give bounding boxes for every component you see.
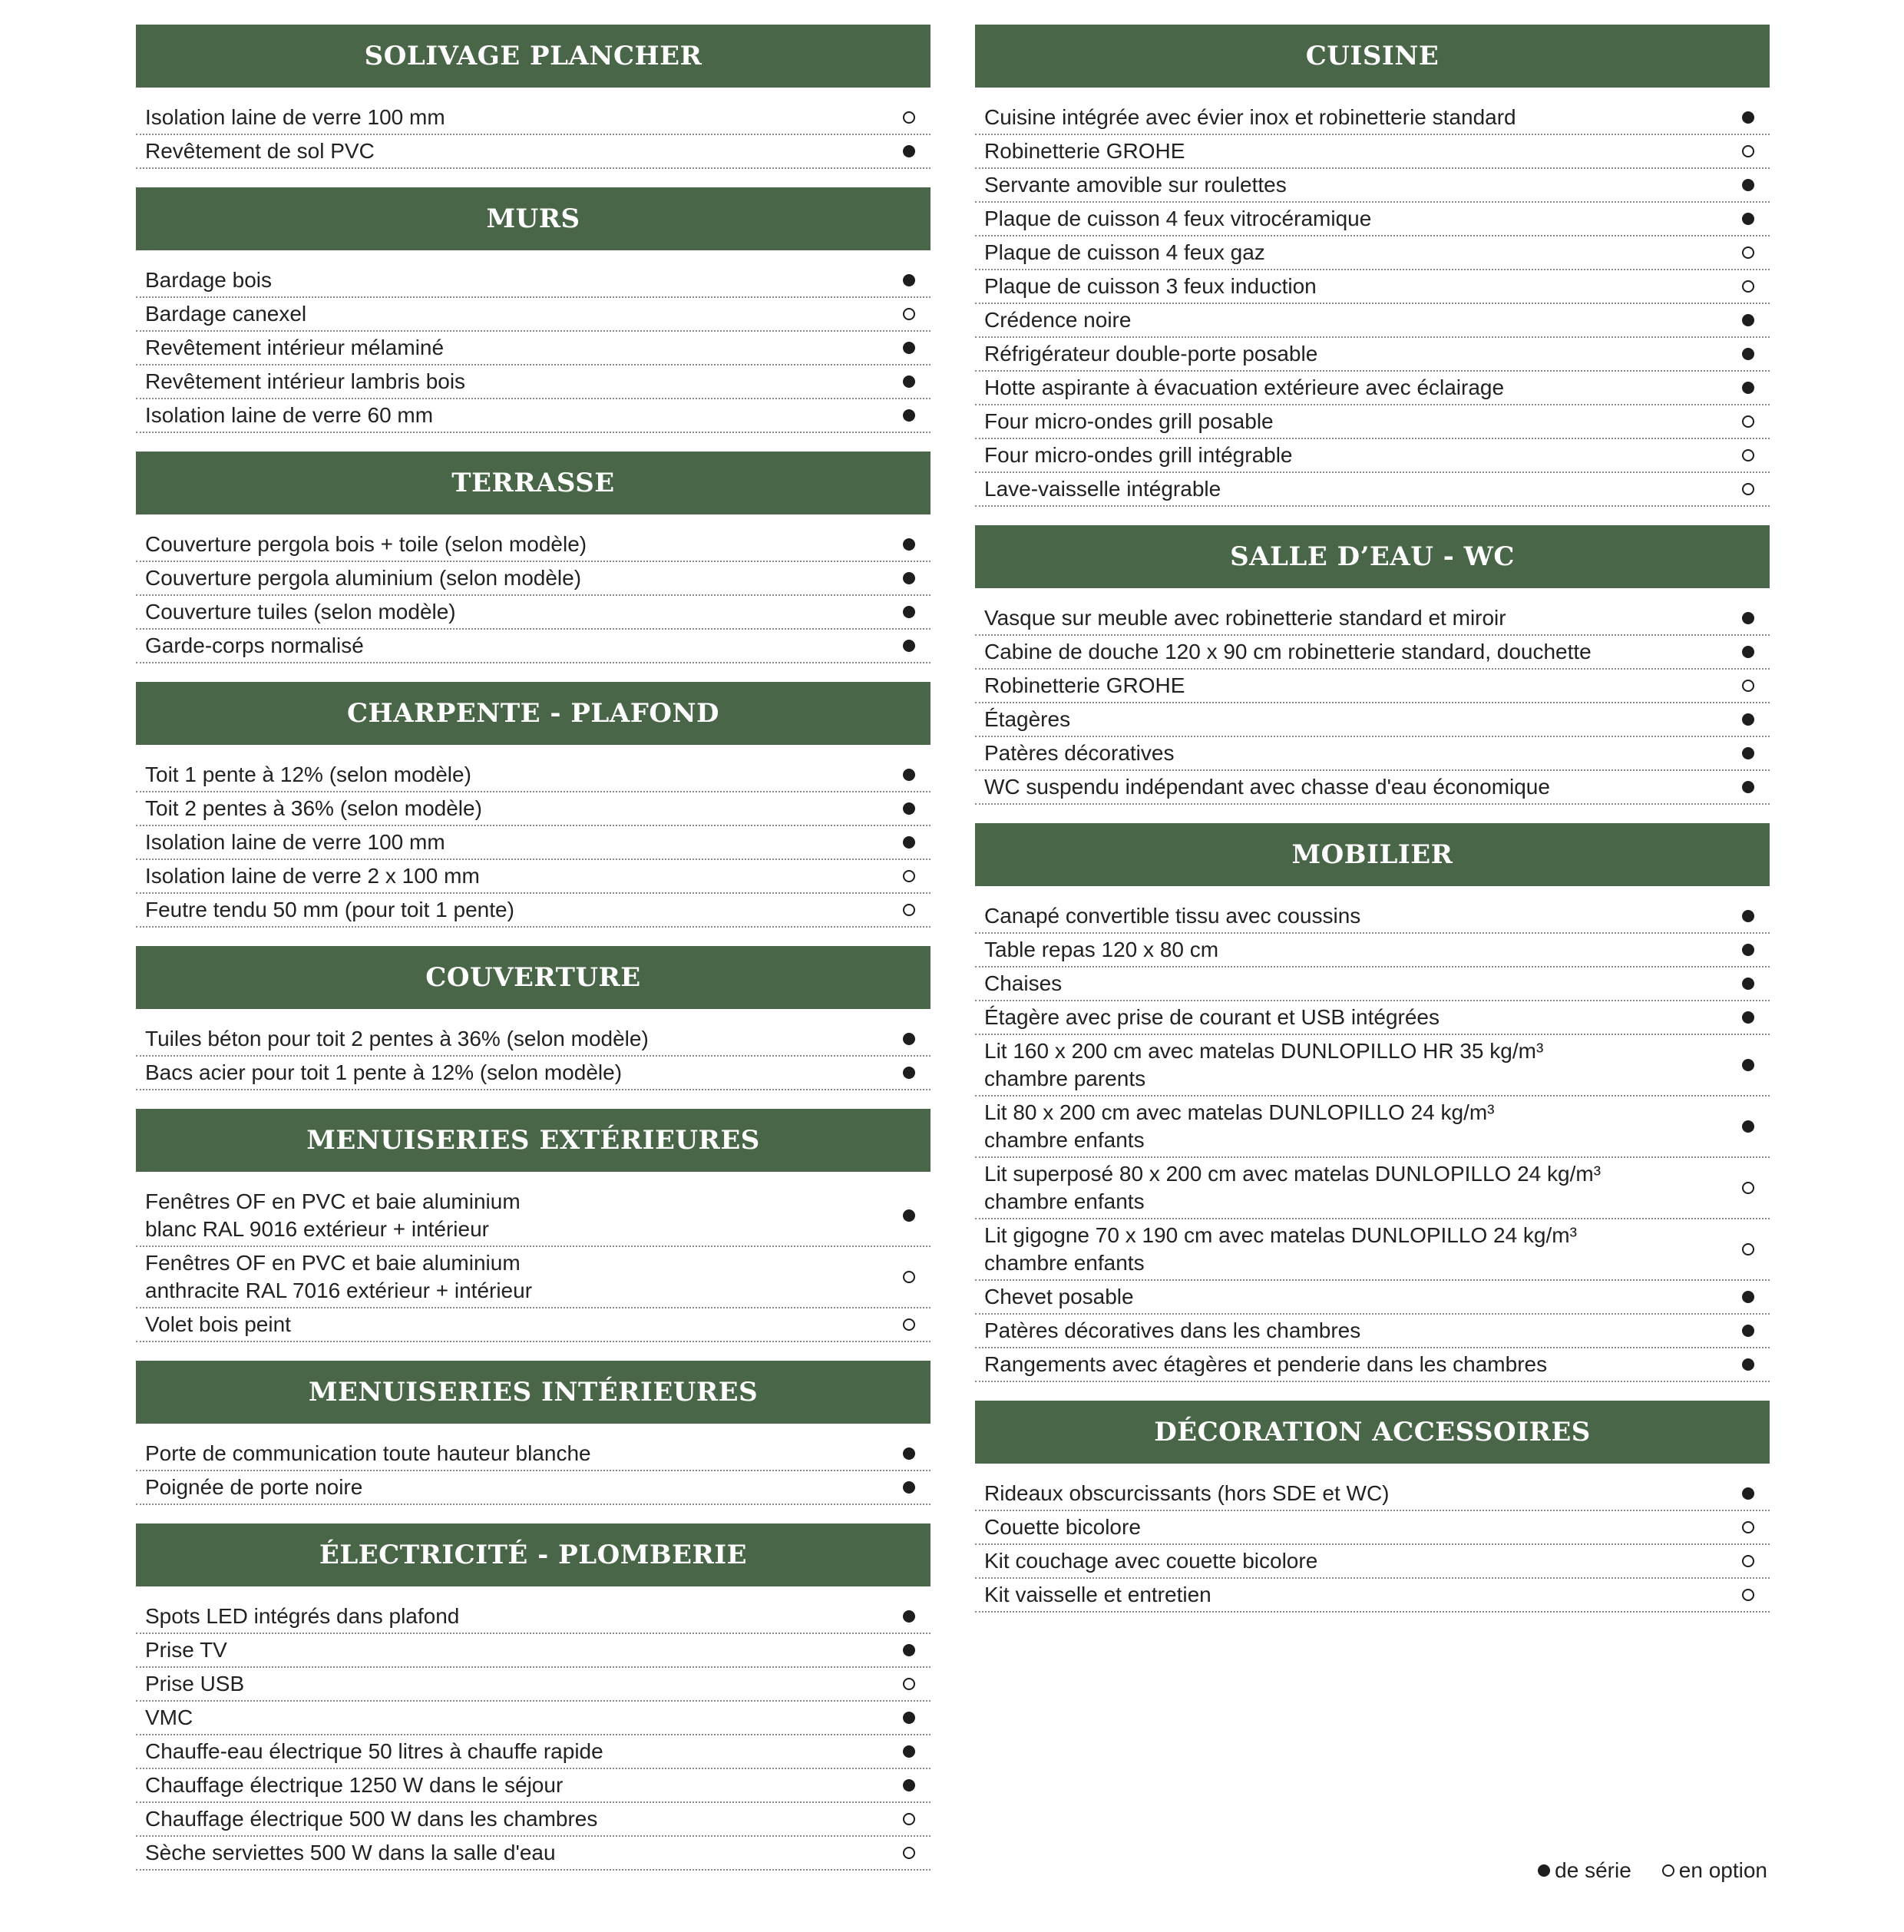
spec-row xyxy=(975,900,1770,934)
spec-item-label: Prise USB xyxy=(145,1672,245,1695)
section-header xyxy=(136,452,931,514)
spec-row xyxy=(136,135,931,169)
hollow-circle-icon xyxy=(1742,483,1754,495)
spec-item-label: Volet bois peint xyxy=(145,1312,291,1336)
spec-row xyxy=(975,1001,1770,1035)
spec-row xyxy=(136,759,931,792)
spec-section xyxy=(136,1361,931,1505)
spec-row xyxy=(136,1471,931,1505)
hollow-circle-icon xyxy=(903,111,915,124)
spec-item-label: Couverture pergola bois + toile (selon modèle) xyxy=(145,532,587,556)
spec-row xyxy=(975,372,1770,405)
right-column xyxy=(975,25,1770,1631)
spec-row xyxy=(975,1315,1770,1348)
hollow-circle-icon xyxy=(903,1318,915,1331)
filled-circle-icon xyxy=(903,1447,915,1460)
section-header xyxy=(975,25,1770,88)
spec-item-label: WC suspendu indépendant avec chasse d'eau économique xyxy=(984,775,1550,799)
filled-circle-icon xyxy=(903,409,915,422)
spec-item-label: Porte de communication toute hauteur blanche xyxy=(145,1441,591,1465)
spec-row xyxy=(136,1769,931,1803)
legend-standard xyxy=(1538,1858,1631,1883)
spec-row xyxy=(975,670,1770,703)
spec-row xyxy=(975,1097,1770,1158)
filled-circle-icon xyxy=(903,606,915,618)
filled-circle-icon xyxy=(1742,713,1754,726)
spec-row xyxy=(136,792,931,826)
spec-item-label: Couverture tuiles (selon modèle) xyxy=(145,600,456,624)
spec-row xyxy=(136,1437,931,1471)
spec-item-label: Robinetterie GROHE xyxy=(984,139,1185,163)
spec-item-label: Prise TV xyxy=(145,1638,227,1662)
spec-item-label: Lave-vaisselle intégrable xyxy=(984,477,1221,501)
filled-circle-icon xyxy=(903,375,915,388)
filled-circle-icon xyxy=(1742,1011,1754,1024)
spec-item-label: Bacs acier pour toit 1 pente à 12% (selon modèle) xyxy=(145,1060,623,1084)
spec-item-label: Rideaux obscurcissants (hors SDE et WC) xyxy=(984,1481,1390,1505)
section-header xyxy=(136,682,931,745)
spec-row xyxy=(975,1158,1770,1219)
hollow-circle-icon xyxy=(1742,415,1754,428)
filled-circle-icon xyxy=(1742,111,1754,124)
spec-item-label: Lit 80 x 200 cm avec matelas DUNLOPILLO 24 kg/m³ chambre enfants xyxy=(984,1100,1495,1152)
spec-row xyxy=(975,338,1770,372)
spec-row xyxy=(136,298,931,332)
hollow-circle-icon xyxy=(1742,1555,1754,1567)
spec-row xyxy=(136,332,931,366)
spec-row xyxy=(975,439,1770,473)
spec-item-label: Fenêtres OF en PVC et baie aluminium anthracite RAL 7016 extérieur + intérieur xyxy=(145,1251,533,1302)
spec-row xyxy=(975,737,1770,771)
spec-row xyxy=(136,528,931,562)
spec-item-label: Revêtement intérieur lambris bois xyxy=(145,369,466,393)
section-title: DÉCORATION ACCESSOIRES xyxy=(1154,1417,1591,1447)
hollow-circle-icon xyxy=(903,904,915,916)
hollow-circle-icon xyxy=(1742,246,1754,259)
section-header xyxy=(975,525,1770,588)
section-header xyxy=(975,1401,1770,1464)
filled-circle-icon xyxy=(1742,314,1754,326)
spec-item-label: Chauffe-eau électrique 50 litres à chauffe rapide xyxy=(145,1739,603,1763)
spec-item-label: Bardage canexel xyxy=(145,302,307,326)
hollow-circle-icon xyxy=(903,1271,915,1283)
section-title: MENUISERIES EXTÉRIEURES xyxy=(306,1125,760,1156)
spec-item-label: Isolation laine de verre 100 mm xyxy=(145,830,445,854)
spec-item-label: Isolation laine de verre 60 mm xyxy=(145,403,434,427)
hollow-circle-icon xyxy=(1742,145,1754,157)
filled-circle-icon xyxy=(903,1745,915,1758)
filled-circle-icon xyxy=(1742,1291,1754,1303)
filled-circle-icon xyxy=(1742,910,1754,922)
spec-row xyxy=(136,860,931,894)
spec-row xyxy=(136,1735,931,1769)
section-header xyxy=(975,823,1770,886)
section-header xyxy=(136,1361,931,1424)
spec-item-label: Plaque de cuisson 4 feux gaz xyxy=(984,240,1265,264)
spec-item-label: Lit superposé 80 x 200 cm avec matelas DUNLOPILLO 24 kg/m³ chambre enfants xyxy=(984,1162,1602,1213)
spec-item-label: Couverture pergola aluminium (selon modèle) xyxy=(145,566,582,590)
spec-item-label: Isolation laine de verre 100 mm xyxy=(145,105,445,129)
spec-item-label: VMC xyxy=(145,1705,193,1729)
spec-section xyxy=(136,946,931,1090)
spec-section xyxy=(975,525,1770,805)
spec-row xyxy=(975,237,1770,270)
filled-circle-icon xyxy=(903,1067,915,1079)
filled-circle-icon xyxy=(903,1033,915,1045)
spec-item-label: Revêtement de sol PVC xyxy=(145,139,375,163)
spec-item-label: Kit vaisselle et entretien xyxy=(984,1583,1211,1606)
spec-row xyxy=(136,596,931,630)
spec-item-label: Chauffage électrique 1250 W dans le séjour xyxy=(145,1773,564,1797)
spec-row xyxy=(975,473,1770,507)
spec-row xyxy=(136,366,931,399)
spec-item-label: Kit couchage avec couette bicolore xyxy=(984,1549,1318,1573)
hollow-circle-icon xyxy=(1742,680,1754,692)
hollow-circle-icon xyxy=(1742,280,1754,293)
spec-item-label: Table repas 120 x 80 cm xyxy=(984,938,1219,961)
spec-row xyxy=(975,203,1770,237)
spec-item-label: Poignée de porte noire xyxy=(145,1475,363,1499)
spec-row xyxy=(136,1668,931,1702)
hollow-circle-icon xyxy=(1742,1521,1754,1533)
spec-row xyxy=(975,1477,1770,1511)
spec-item-label: Toit 2 pentes à 36% (selon modèle) xyxy=(145,796,482,820)
spec-row xyxy=(136,1308,931,1342)
hollow-circle-icon xyxy=(1742,1243,1754,1255)
spec-row xyxy=(136,826,931,860)
spec-section xyxy=(136,25,931,169)
spec-item-label: Fenêtres OF en PVC et baie aluminium blanc RAL 9016 extérieur + intérieur xyxy=(145,1189,521,1241)
filled-circle-icon xyxy=(1742,747,1754,759)
spec-item-label: Four micro-ondes grill posable xyxy=(984,409,1274,433)
hollow-circle-icon xyxy=(903,1678,915,1690)
section-header xyxy=(136,187,931,250)
filled-circle-icon xyxy=(1742,944,1754,956)
spec-item-label: Rangements avec étagères et penderie dans les chambres xyxy=(984,1352,1548,1376)
spec-row xyxy=(136,1634,931,1668)
spec-row xyxy=(975,1035,1770,1097)
spec-item-label: Feutre tendu 50 mm (pour toit 1 pente) xyxy=(145,898,514,921)
spec-row xyxy=(136,101,931,135)
filled-circle-icon xyxy=(1742,1487,1754,1500)
spec-row xyxy=(975,602,1770,636)
spec-item-label: Toit 1 pente à 12% (selon modèle) xyxy=(145,763,471,786)
section-title: CHARPENTE - PLAFOND xyxy=(346,698,720,729)
spec-row xyxy=(975,270,1770,304)
spec-item-label: Chaises xyxy=(984,971,1063,995)
filled-circle-icon xyxy=(903,1481,915,1494)
spec-section xyxy=(136,452,931,663)
section-header xyxy=(136,1109,931,1172)
spec-item-label: Spots LED intégrés dans plafond xyxy=(145,1604,460,1628)
spec-section xyxy=(136,682,931,928)
spec-section xyxy=(136,187,931,433)
spec-item-label: Robinetterie GROHE xyxy=(984,673,1185,697)
section-title: MENUISERIES INTÉRIEURES xyxy=(308,1377,759,1408)
hollow-circle-icon xyxy=(903,870,915,882)
spec-item-label: Étagères xyxy=(984,707,1071,731)
spec-section xyxy=(975,25,1770,507)
spec-item-label: Réfrigérateur double-porte posable xyxy=(984,342,1318,366)
spec-row xyxy=(975,1348,1770,1382)
spec-item-label: Lit gigogne 70 x 190 cm avec matelas DUNLOPILLO 24 kg/m³ chambre enfants xyxy=(984,1223,1577,1275)
legend-option xyxy=(1662,1858,1767,1883)
filled-circle-icon xyxy=(1742,213,1754,225)
spec-section xyxy=(136,1109,931,1342)
hollow-circle-icon xyxy=(1742,1182,1754,1194)
hollow-circle-icon xyxy=(903,1847,915,1859)
filled-circle-icon xyxy=(903,538,915,551)
spec-row xyxy=(975,1511,1770,1545)
filled-circle-icon xyxy=(1742,612,1754,624)
spec-item-label: Plaque de cuisson 3 feux induction xyxy=(984,274,1317,298)
section-title: SOLIVAGE PLANCHER xyxy=(364,41,702,71)
filled-circle-icon xyxy=(1742,646,1754,658)
filled-circle-icon xyxy=(903,769,915,781)
filled-circle-icon xyxy=(903,1644,915,1656)
spec-row xyxy=(136,562,931,596)
spec-item-label: Bardage bois xyxy=(145,268,273,292)
filled-circle-icon xyxy=(1742,1059,1754,1071)
filled-circle-icon xyxy=(1742,179,1754,191)
legend xyxy=(1507,1858,1767,1883)
spec-section xyxy=(136,1523,931,1871)
section-title: MURS xyxy=(486,203,580,234)
section-title: COUVERTURE xyxy=(425,962,641,993)
spec-section xyxy=(975,1401,1770,1613)
filled-circle-icon xyxy=(903,836,915,849)
spec-row xyxy=(975,304,1770,338)
spec-row xyxy=(975,934,1770,968)
spec-item-label: Étagère avec prise de courant et USB intégrées xyxy=(984,1005,1440,1029)
filled-circle-icon xyxy=(1742,382,1754,394)
spec-row xyxy=(136,1803,931,1837)
hollow-circle-icon xyxy=(1742,1589,1754,1601)
spec-item-label: Isolation laine de verre 2 x 100 mm xyxy=(145,864,480,888)
filled-circle-icon xyxy=(1742,348,1754,360)
filled-circle-icon xyxy=(903,1712,915,1724)
hollow-circle-icon xyxy=(903,308,915,320)
spec-row xyxy=(975,1219,1770,1281)
left-column xyxy=(136,25,931,1889)
spec-item-label: Chevet posable xyxy=(984,1285,1134,1308)
spec-row xyxy=(136,1837,931,1871)
spec-row xyxy=(136,630,931,663)
spec-item-label: Patères décoratives dans les chambres xyxy=(984,1318,1361,1342)
spec-item-label: Canapé convertible tissu avec coussins xyxy=(984,904,1361,928)
filled-circle-icon xyxy=(903,1610,915,1623)
section-title: CUISINE xyxy=(1305,41,1440,71)
spec-row xyxy=(975,1281,1770,1315)
hollow-circle-icon xyxy=(903,1813,915,1825)
filled-circle-icon xyxy=(1742,1325,1754,1337)
spec-item-label: Tuiles béton pour toit 2 pentes à 36% (selon modèle) xyxy=(145,1027,649,1050)
filled-circle-icon xyxy=(903,640,915,652)
spec-section xyxy=(975,823,1770,1382)
section-title: TERRASSE xyxy=(451,468,615,498)
spec-row xyxy=(136,1600,931,1634)
spec-row xyxy=(136,1023,931,1057)
spec-item-label: Servante amovible sur roulettes xyxy=(984,173,1287,197)
filled-circle-icon xyxy=(903,802,915,815)
filled-circle-icon xyxy=(1742,1120,1754,1133)
filled-circle-icon xyxy=(903,342,915,354)
spec-item-label: Plaque de cuisson 4 feux vitrocéramique xyxy=(984,207,1372,230)
filled-circle-icon xyxy=(903,145,915,157)
spec-item-label: Cabine de douche 120 x 90 cm robinetterie standard, douchette xyxy=(984,640,1592,663)
spec-item-label: Cuisine intégrée avec évier inox et robinetterie standard xyxy=(984,105,1516,129)
filled-circle-icon xyxy=(903,1779,915,1791)
spec-row xyxy=(975,1579,1770,1613)
spec-item-label: Lit 160 x 200 cm avec matelas DUNLOPILLO HR 35 kg/m³ chambre parents xyxy=(984,1039,1544,1090)
section-title: ÉLECTRICITÉ - PLOMBERIE xyxy=(319,1540,748,1570)
spec-row xyxy=(136,894,931,928)
spec-row xyxy=(975,135,1770,169)
spec-item-label: Hotte aspirante à évacuation extérieure avec éclairage xyxy=(984,375,1505,399)
spec-item-label: Chauffage électrique 500 W dans les chambres xyxy=(145,1807,598,1831)
spec-row xyxy=(975,101,1770,135)
filled-circle-icon xyxy=(903,1209,915,1222)
spec-item-label: Garde-corps normalisé xyxy=(145,634,364,657)
section-header xyxy=(136,25,931,88)
spec-item-label: Revêtement intérieur mélaminé xyxy=(145,336,445,359)
legend-option-label: en option xyxy=(1678,1858,1767,1882)
filled-circle-icon xyxy=(903,572,915,584)
spec-row xyxy=(136,264,931,298)
spec-row xyxy=(975,771,1770,805)
spec-row xyxy=(136,1186,931,1247)
filled-circle-icon xyxy=(1742,781,1754,793)
hollow-circle-icon xyxy=(1742,449,1754,461)
filled-circle-icon xyxy=(1742,1358,1754,1371)
section-header xyxy=(136,1523,931,1586)
spec-item-label: Patères décoratives xyxy=(984,741,1175,765)
spec-row xyxy=(975,169,1770,203)
spec-item-label: Four micro-ondes grill intégrable xyxy=(984,443,1293,467)
spec-row xyxy=(975,1545,1770,1579)
spec-item-label: Sèche serviettes 500 W dans la salle d'eau xyxy=(145,1841,556,1864)
section-title: MOBILIER xyxy=(1291,839,1453,870)
spec-row xyxy=(136,399,931,433)
spec-row xyxy=(975,405,1770,439)
spec-item-label: Vasque sur meuble avec robinetterie standard et miroir xyxy=(984,606,1506,630)
spec-row xyxy=(136,1247,931,1308)
filled-circle-icon xyxy=(903,274,915,286)
spec-item-label: Crédence noire xyxy=(984,308,1132,332)
spec-row xyxy=(136,1702,931,1735)
legend-standard-label: de série xyxy=(1555,1858,1631,1882)
spec-row xyxy=(975,703,1770,737)
hollow-circle-icon xyxy=(1662,1864,1674,1877)
spec-row xyxy=(136,1057,931,1090)
section-title: SALLE D’EAU - WC xyxy=(1230,541,1515,572)
spec-row xyxy=(975,968,1770,1001)
filled-circle-icon xyxy=(1538,1864,1550,1877)
filled-circle-icon xyxy=(1742,978,1754,990)
section-header xyxy=(136,946,931,1009)
spec-item-label: Couette bicolore xyxy=(984,1515,1141,1539)
spec-row xyxy=(975,636,1770,670)
